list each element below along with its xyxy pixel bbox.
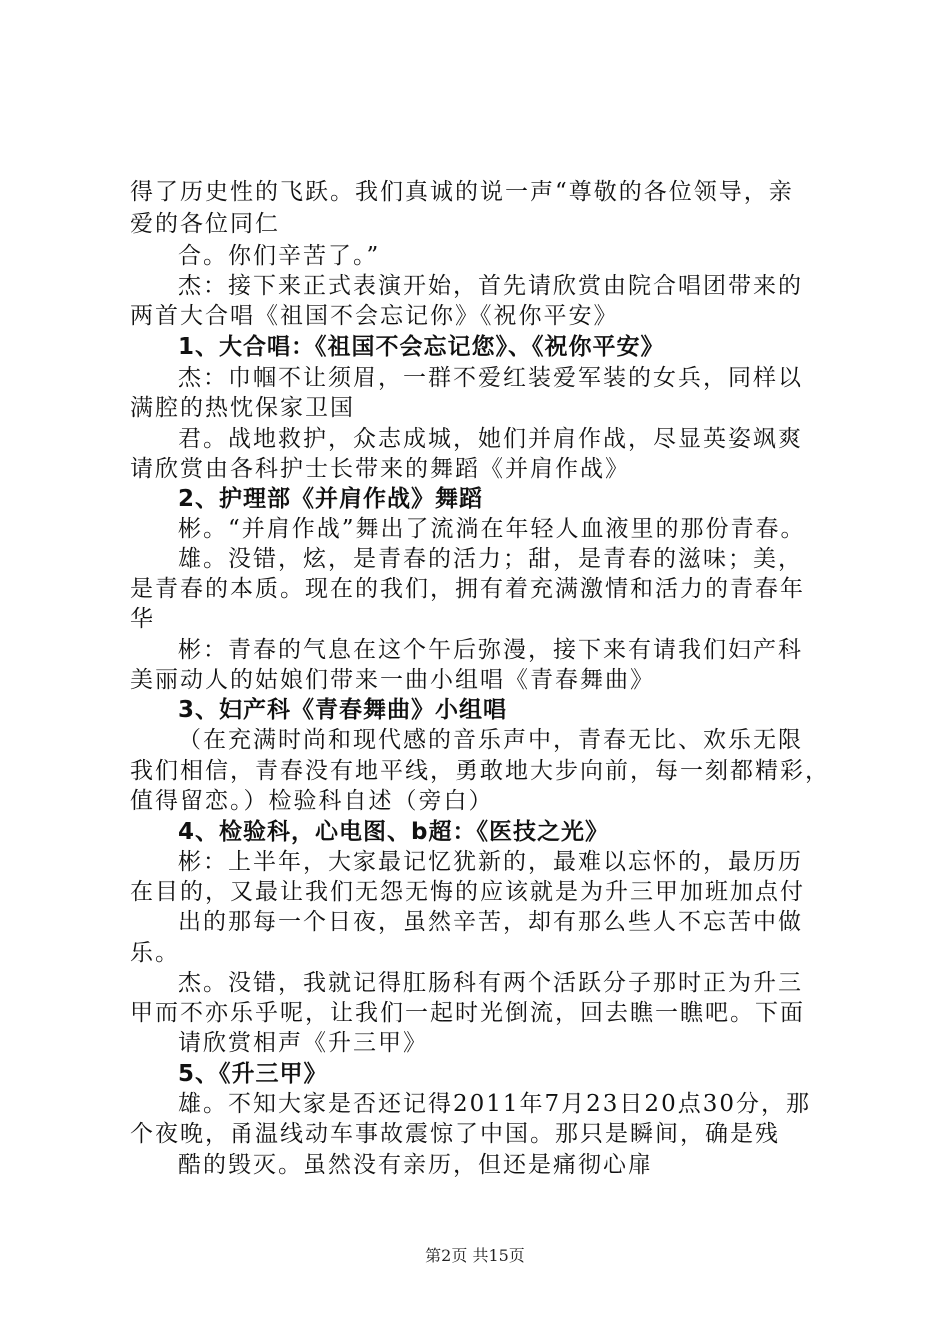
text-line: 满腔的热忱保家卫国 — [130, 395, 355, 421]
text-line: 两首大合唱《祖国不会忘记你》《祝你平安》 — [130, 303, 619, 329]
text-line: 酷的毁灭。虽然没有亲历，但还是痛彻心扉 — [178, 1152, 653, 1178]
section-heading: 2、护理部《并肩作战》舞蹈 — [178, 486, 484, 512]
text-line: 杰：巾帼不让须眉，一群不爱红装爱军装的女兵，同样以 — [178, 365, 803, 391]
text-line: 杰。没错，我就记得肛肠科有两个活跃分子那时正为升三 — [178, 970, 803, 996]
section-heading: 5、《升三甲》 — [178, 1061, 328, 1087]
text-line: 出的那每一个日夜，虽然辛苦，却有那么些人不忘苦中做 — [178, 909, 803, 935]
text-line: 请欣赏由各科护士长带来的舞蹈《并肩作战》 — [130, 456, 630, 482]
text-line: （在充满时尚和现代感的音乐声中，青春无比、欢乐无限 — [178, 727, 803, 753]
text-line: 我们相信，青春没有地平线，勇敢地大步向前，每一刻都精彩， — [130, 758, 830, 784]
text-line: 是青春的本质。现在的我们，拥有着充满激情和活力的青春年 — [130, 576, 805, 602]
text-line: 杰：接下来正式表演开始，首先请欣赏由院合唱团带来的 — [178, 273, 803, 299]
text-line: 华 — [130, 606, 155, 632]
section-heading: 4、检验科，心电图、b超：《医技之光》 — [178, 819, 609, 845]
section-heading: 1、大合唱：《祖国不会忘记您》、《祝你平安》 — [178, 334, 665, 360]
text-line: 雄。没错，炫，是青春的活力；甜，是青春的滋味；美， — [178, 546, 803, 572]
text-line: 彬：青春的气息在这个午后弥漫，接下来有请我们妇产科 — [178, 637, 803, 663]
text-line: 合。你们辛苦了。” — [178, 243, 381, 269]
section-heading: 3、妇产科《青春舞曲》小组唱 — [178, 697, 508, 723]
text-line: 彬。“并肩作战”舞出了流淌在年轻人血液里的那份青春。 — [178, 516, 806, 542]
text-line: 甲而不亦乐乎呢，让我们一起时光倒流，回去瞧一瞧吧。下面 — [130, 1000, 805, 1026]
text-line: 君。战地救护，众志成城，她们并肩作战，尽显英姿飒爽 — [178, 426, 803, 452]
text-line: 雄。不知大家是否还记得2011年7月23日20点30分，那 — [178, 1091, 811, 1117]
text-line: 值得留恋。）检验科自述（旁白） — [130, 788, 494, 814]
text-line: 得了历史性的飞跃。我们真诚的说一声“尊敬的各位领导，亲 — [130, 179, 794, 205]
text-line: 爱的各位同仁 — [130, 211, 280, 237]
text-line: 美丽动人的姑娘们带来一曲小组唱《青春舞曲》 — [130, 667, 655, 693]
text-line: 请欣赏相声《升三甲》 — [178, 1030, 428, 1056]
text-line: 个夜晚，甬温线动车事故震惊了中国。那只是瞬间，确是残 — [130, 1121, 780, 1147]
text-line: 彬：上半年，大家最记忆犹新的，最难以忘怀的，最历历 — [178, 849, 803, 875]
text-line: 乐。 — [130, 940, 180, 966]
page-number-footer: 第2页 共15页 — [425, 1246, 525, 1265]
text-line: 在目的，又最让我们无怨无悔的应该就是为升三甲加班加点付 — [130, 879, 805, 905]
